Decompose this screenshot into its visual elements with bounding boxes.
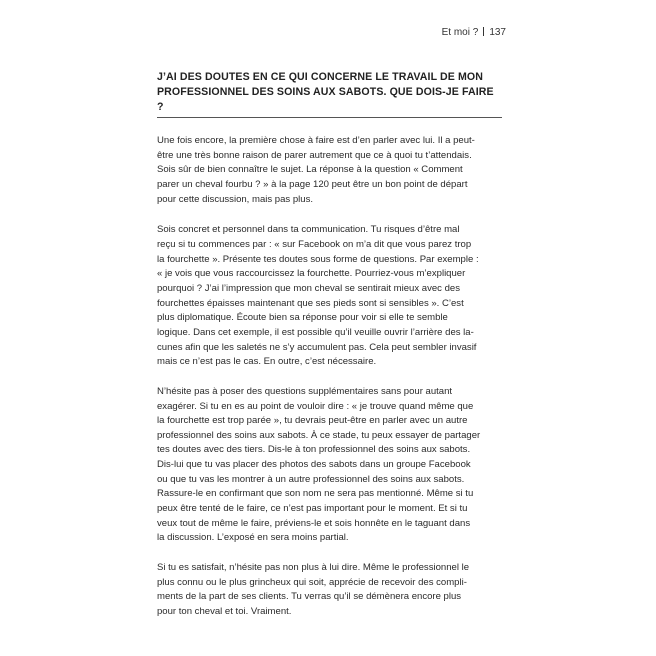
paragraph bbox=[157, 561, 502, 620]
paragraph bbox=[157, 385, 502, 546]
text-line: mais ce n’est pas le cas. En outre, c’est nécessaire. bbox=[157, 356, 377, 368]
text-line: la fourchette ». Présente tes doutes sous forme de questions. Par exemple : bbox=[157, 253, 479, 265]
text-line: ou que tu vas les montrer à un autre professionnel des soins aux sabots. bbox=[157, 473, 465, 485]
header-separator bbox=[483, 27, 484, 36]
running-header bbox=[442, 27, 506, 38]
text-line: « je vois que vous raccourcissez la fourchette. Pourriez-vous m’expliquer bbox=[157, 268, 466, 280]
text-line: Sois concret et personnel dans ta communication. Tu risques d’être mal bbox=[157, 224, 460, 236]
text-line: ments de la part de ses clients. Tu verras qu’il se démènera encore plus bbox=[157, 591, 462, 603]
text-line: fourchettes épaisses maintenant que ses pieds sont si sensibles ». C’est bbox=[157, 297, 464, 309]
section-title: Et moi ? bbox=[441, 27, 479, 38]
text-line: Dis-lui que tu vas placer des photos des sabots dans un groupe Facebook bbox=[157, 459, 471, 471]
text-line: professionnel des soins aux sabots. À ce stade, tu peux essayer de partager bbox=[157, 429, 481, 441]
text-line: logique. Dans cet exemple, il est possible qu’il veuille ouvrir l’arrière des la- bbox=[157, 326, 474, 338]
text-line: tes doutes avec des tiers. Dis-le à ton professionnel des soins aux sabots. bbox=[157, 444, 471, 456]
text-line: Une fois encore, la première chose à faire est d’en parler avec lui. Il a peut- bbox=[157, 135, 475, 146]
text-line: N’hésite pas à poser des questions supplémentaires sans pour autant bbox=[157, 385, 453, 397]
text-line: peux être tenté de le faire, ce n’est pas important pour le moment. Et si tu bbox=[157, 503, 468, 515]
text-line: Sois sûr de bien connaître le sujet. La réponse à la question « Comment bbox=[157, 164, 463, 176]
heading-line: PROFESSIONNEL DES SOINS AUX SABOTS. QUE DOIS-JE FAIRE ? bbox=[157, 86, 494, 113]
text-line: plus connu ou le plus grincheux qui soit, apprécie de recevoir des compli- bbox=[157, 576, 467, 588]
text-line: pour ton cheval et toi. Vraiment. bbox=[157, 606, 292, 618]
text-line: plus diplomatique. Écoute bien sa réponse pour voir si elle te semble bbox=[157, 312, 448, 324]
text-line: pourquoi ? J’ai l’impression que mon cheval se sentirait mieux avec des bbox=[157, 282, 461, 294]
text-line: exagérer. Si tu en es au point de vouloir dire : « je trouve quand même que bbox=[157, 400, 474, 412]
heading-line: J’AI DES DOUTES EN CE QUI CONCERNE LE TRAVAIL DE MON bbox=[157, 71, 483, 83]
text-line: être une très bonne raison de parer autrement que ce à quoi tu t’attendais. bbox=[157, 149, 472, 161]
text-line: pour cette discussion, mais pas plus. bbox=[157, 193, 314, 205]
question-heading bbox=[157, 70, 502, 118]
text-line: reçu si tu commences par : « sur Facebook on m’a dit que vous parez trop bbox=[157, 238, 472, 250]
paragraph bbox=[157, 223, 502, 370]
text-line: cunes afin que les saletés ne s’y accumulent pas. Cela peut sembler invasif bbox=[157, 341, 477, 353]
text-line: la discussion. L’exposé en sera moins partial. bbox=[157, 532, 349, 544]
page-number: 137 bbox=[489, 27, 506, 38]
text-line: veux tout de même le faire, préviens-le et sois honnête en le taguant dans bbox=[157, 517, 471, 529]
text-line: parer un cheval fourbu ? » à la page 120 peut être un bon point de départ bbox=[157, 178, 468, 190]
paragraph bbox=[157, 134, 502, 207]
page-content bbox=[157, 70, 502, 620]
text-line: Rassure-le en confirmant que son nom ne sera pas mentionné. Même si tu bbox=[157, 488, 474, 500]
text-line: la fourchette est trop parée », tu devrais peut-être en parler avec un autre bbox=[157, 415, 468, 427]
text-line: Si tu es satisfait, n’hésite pas non plus à lui dire. Même le professionnel le bbox=[157, 562, 470, 574]
